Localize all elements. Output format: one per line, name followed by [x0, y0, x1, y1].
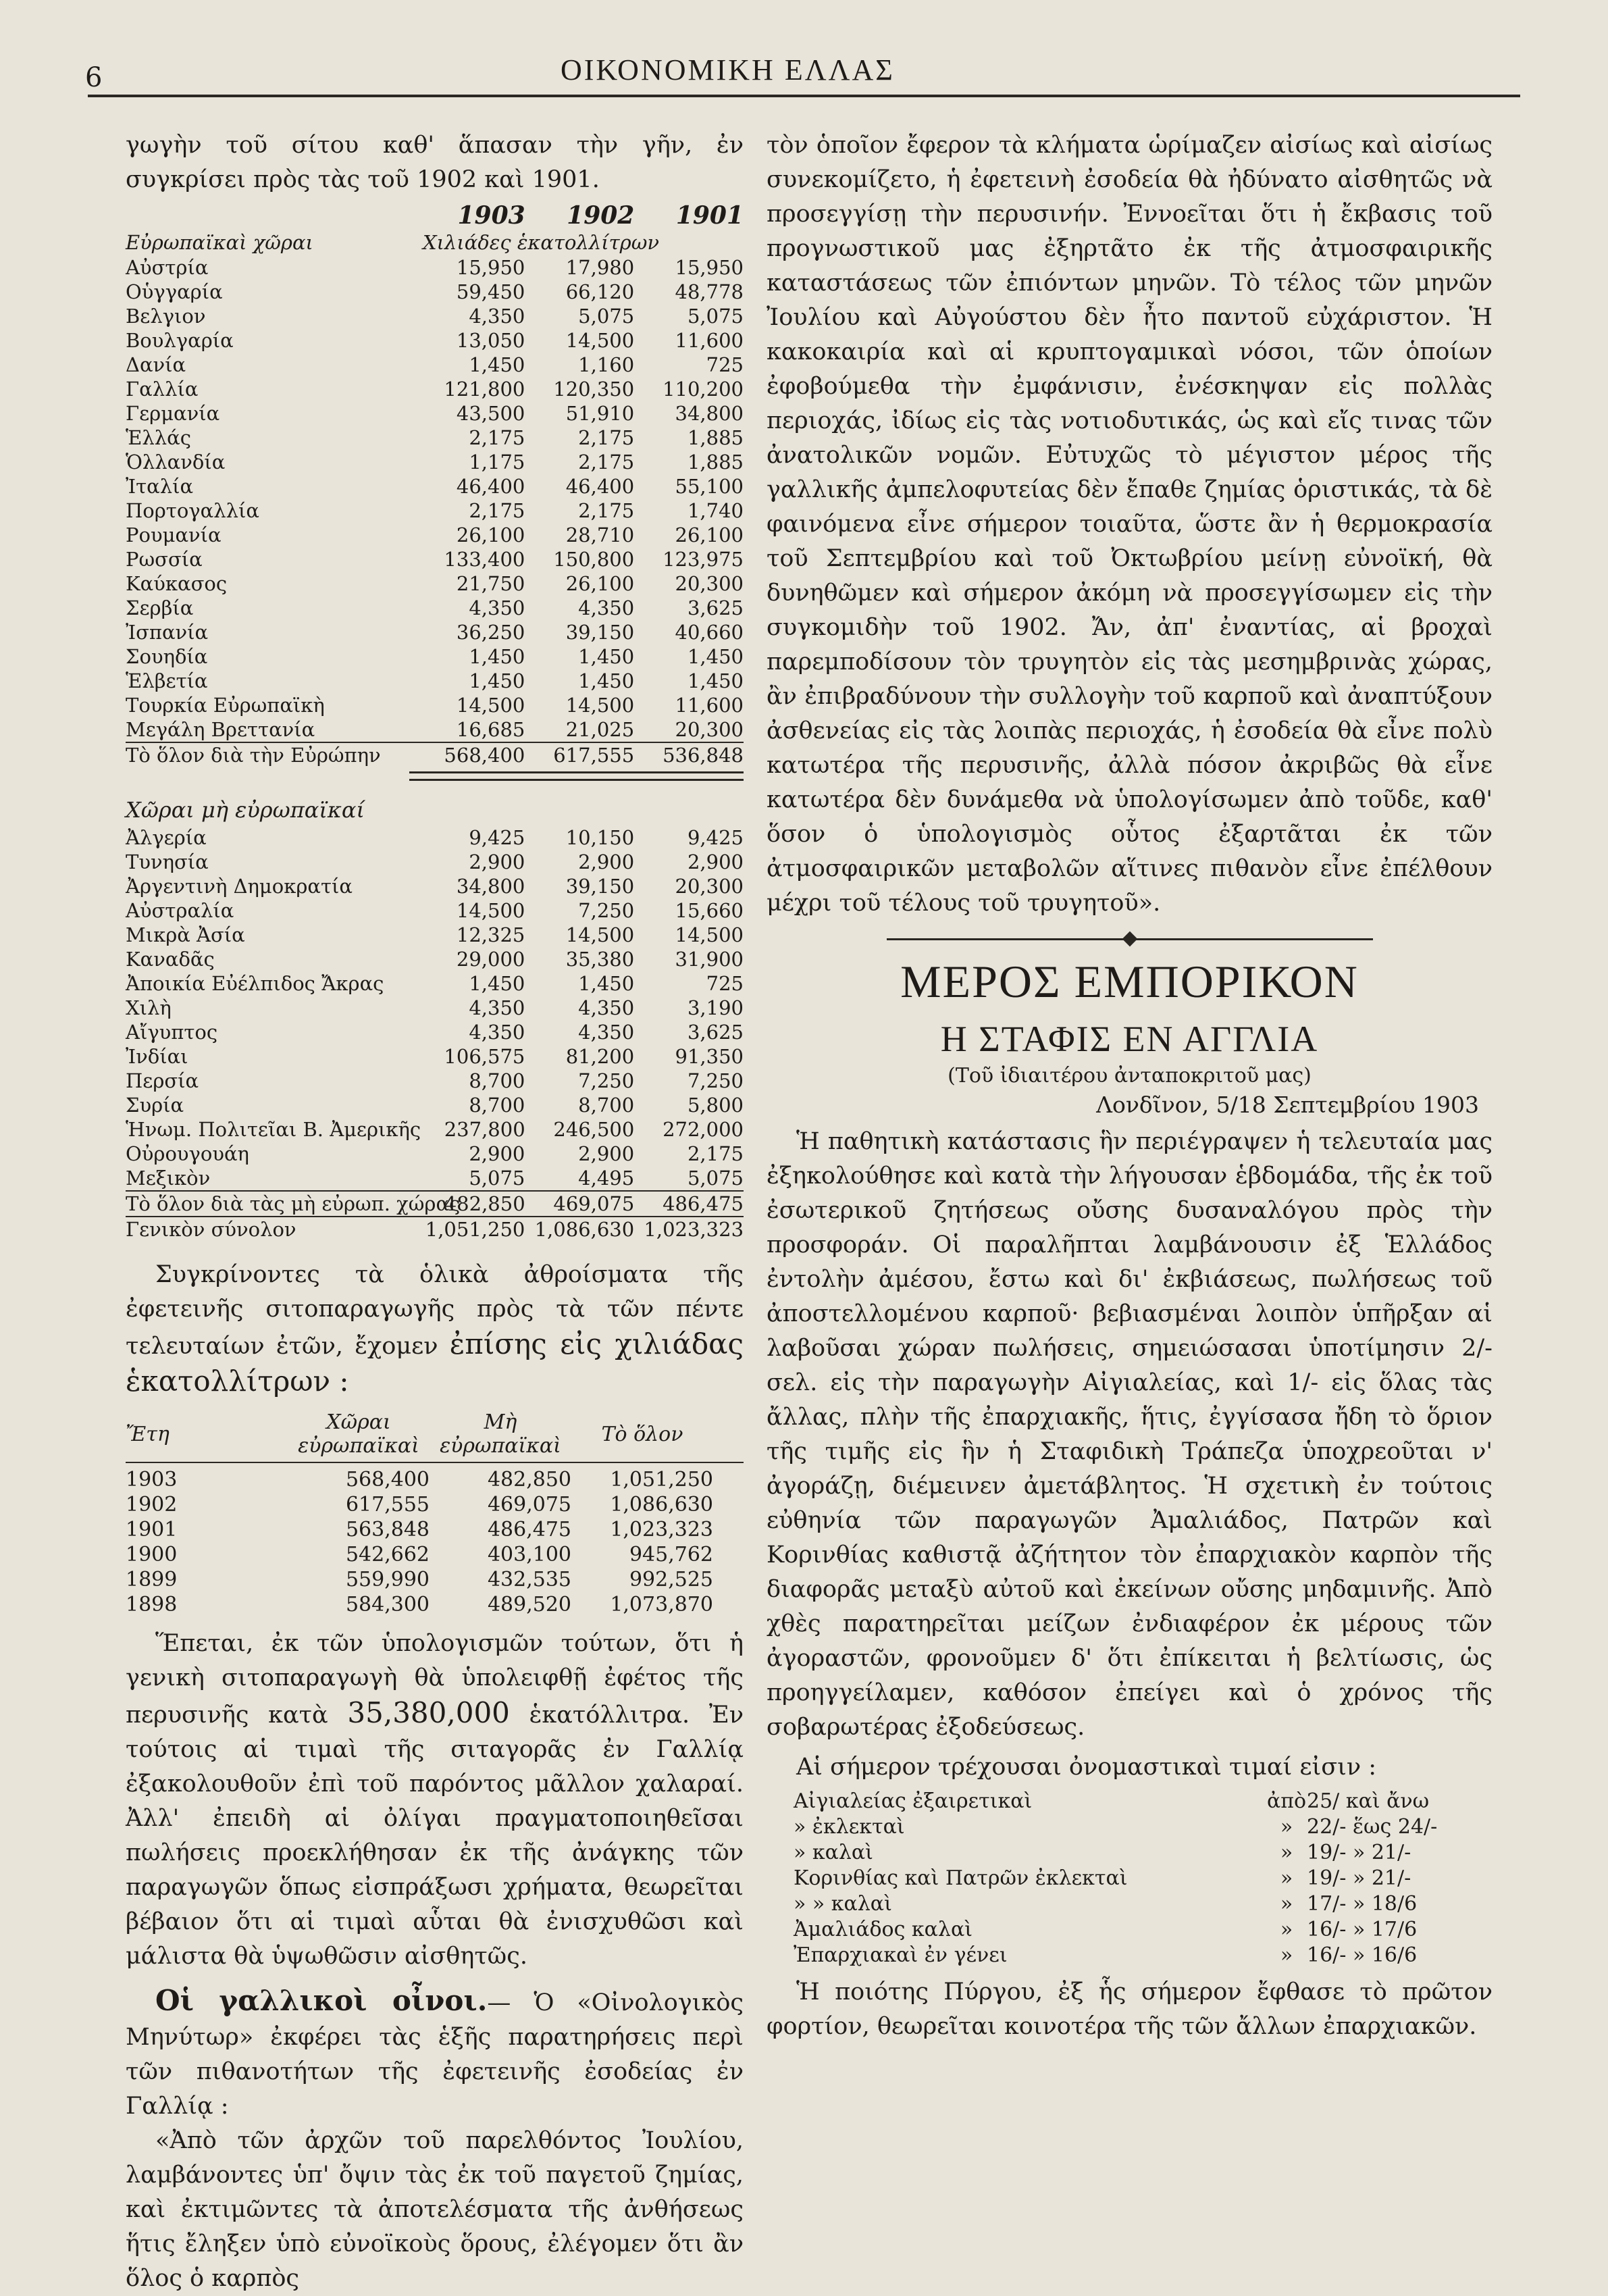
summary-cell: 945,762: [629, 1543, 713, 1566]
table-row: [126, 1044, 744, 1069]
row-label: Αἴγυπτος: [126, 1021, 218, 1044]
row-value: 1,450: [578, 972, 635, 995]
row-label: Ἀποικία Εὐέλπιδος Ἄκρας: [126, 972, 384, 995]
article-text: Ἡ παθητικὴ κατάστασις ἣν περιέγραψεν ἡ τελευταία μας ἐξηκολούθησε καὶ κατὰ τὴν λήγουσαν ἑβδομάδα, τῆς ἐκ τοῦ ἐσωτερικοῦ ζητήσεως οὔσης δυσαναλόγου πρὸς τὴν προσφοράν. Οἱ παραλῆπται λαμβάνουσιν ἐξ Ἑλλάδος ἐντολὴν ἀμέσου, ἔστω καὶ δι' ἐκβιάσεως, πωλήσεως τοῦ ἀποστελλομένου καρποῦ· βεβιασμέναι λοιπὸν ὑπῆρξαν αἱ λαβοῦσαι χώραν πωλήσεις, σημειώσασαι ὑποτίμησιν 2/- σελ. εἰς τὴν παραγωγὴν Αἰγιαλείας, καὶ 1/- εἰς ὅλας τὰς ἄλλας, πλὴν τῆς ἐπαρχιακῆς, ἥτις, ἐγγίσασα ἤδη τὸ ὅριον τῆς τιμῆς εἰς ἣν ἡ Σταφιδικὴ Τράπεζα ὑποχρεοῦται ν' ἀγοράζῃ, διέμεινεν ἀμετάβλητος. Ἡ σχετικὴ ἐν τούτοις εὐθηνία τῶν παραγωγῶν Ἀμαλιάδος, Πατρῶν καὶ Κορινθίας καθιστᾷ ἀζήτητον τὸν ἐπαρχιακὸν καρπὸν τῆς διαφορᾶς μεταξὺ αὐτοῦ καὶ ἐκείνων οὔσης μηδαμινῆς. Ἀπὸ χθὲς παρατηρεῖται μείζων ἐνδιαφέρον ἐκ μέρους τῶν ἀγοραστῶν, φρονοῦμεν δ' ὅτι ἐπίκειται ἡ βελτίωσις, ὡς προηγγείλαμεν, καθόσον ἐπείγει καὶ ὁ χρόνος τῆς σοβαρωτέρας ἐξοδεύσεως.: [767, 1128, 1493, 1741]
row-value: 43,500: [456, 402, 525, 425]
row-value: 21,025: [565, 718, 635, 741]
row-value: 5,075: [469, 1167, 525, 1190]
summary-cell: 486,475: [487, 1518, 571, 1541]
row-value: 1,086,630: [534, 1218, 635, 1241]
row-value: 2,175: [687, 1142, 744, 1165]
table-year-header: [126, 201, 744, 230]
row-value: 48,778: [675, 280, 744, 303]
price-cell: 19/- » 21/-: [1307, 1866, 1411, 1890]
price-cell: Ἀμαλιάδος καλαὶ: [794, 1918, 972, 1941]
row-value: 14,500: [565, 329, 635, 352]
list-item: [794, 1943, 1493, 1968]
summary-cell: 1901: [126, 1518, 178, 1541]
row-value: 1,885: [687, 426, 744, 449]
row-value: 14,500: [456, 899, 525, 922]
row-label: Οὐρουγουάη: [126, 1142, 249, 1165]
row-value: 2,900: [578, 850, 635, 873]
list-item: [794, 1866, 1493, 1891]
row-value: 1,450: [469, 669, 525, 692]
price-cell: »: [1280, 1815, 1293, 1839]
row-value: 20,300: [675, 718, 744, 741]
price-cell: 25/ καὶ ἄνω: [1307, 1789, 1430, 1813]
forecast-text-a: Ἕπεται, ἐκ τῶν ὑπολογισμῶν τούτων, ὅτι ἡ γενικὴ σιτοπαραγωγὴ θὰ ὑπολειφθῇ ἐφέτος τῆς περυσινῆς κατὰ: [126, 1630, 744, 1729]
row-value: 123,975: [663, 548, 744, 571]
row-label: Ἑλβετία: [126, 669, 208, 692]
price-cell: »: [1280, 1866, 1293, 1890]
table-row: [126, 971, 744, 996]
table-row: [126, 693, 744, 717]
row-value: 5,075: [578, 305, 635, 328]
row-label: Ἀργεντινὴ Δημοκρατία: [126, 875, 353, 898]
row-label: Ἰνδίαι: [126, 1045, 188, 1068]
row-value: 2,175: [578, 499, 635, 522]
row-value: 1,051,250: [425, 1218, 525, 1241]
row-label: Αὐστρία: [126, 256, 209, 279]
row-value: 1,450: [687, 645, 744, 668]
row-value: 725: [706, 353, 744, 376]
list-item: [794, 1814, 1493, 1840]
row-value: 20,300: [675, 572, 744, 595]
article-title: Η ΣΤΑΦΙΣ ΕΝ ΑΓΓΛΙΑ: [940, 1019, 1319, 1059]
table-row: [126, 1567, 744, 1592]
row-value: 1,175: [469, 451, 525, 474]
table-row: [126, 499, 744, 523]
table-row: [126, 280, 744, 304]
row-value: 5,075: [687, 305, 744, 328]
row-value: 15,950: [675, 256, 744, 279]
section-title: ΜΕΡΟΣ ΕΜΠΟΡΙΚΟΝ: [900, 956, 1359, 1007]
table-row: [126, 426, 744, 450]
summary-cell: 542,662: [345, 1543, 430, 1566]
row-value: 26,100: [456, 524, 525, 546]
row-value: 34,800: [456, 875, 525, 898]
byline: (Τοῦ ἰδιαιτέρου ἀνταποκριτοῦ μας): [948, 1064, 1312, 1088]
row-value: 4,350: [469, 996, 525, 1019]
row-label: Ἀλγερία: [126, 826, 207, 849]
row-label: Περσία: [126, 1069, 199, 1092]
section-europe: Εὐρωπαϊκαὶ χῶραι: [126, 231, 313, 254]
row-value: 486,475: [663, 1192, 744, 1215]
row-value: 39,150: [565, 621, 635, 644]
summary-cell: 1,086,630: [610, 1493, 713, 1516]
price-cell: Κορινθίας καὶ Πατρῶν ἐκλεκταὶ: [794, 1866, 1128, 1890]
row-label: Γερμανία: [126, 402, 220, 425]
table-row: [126, 1069, 744, 1093]
row-value: 5,800: [687, 1094, 744, 1117]
summary-cell: 1899: [126, 1568, 178, 1591]
table-row: [126, 1093, 744, 1117]
table-row: [126, 996, 744, 1020]
row-label: Ἡνωμ. Πολιτεῖαι Β. Ἀμερικῆς: [126, 1118, 421, 1141]
prices-intro: Αἱ σήμερον τρέχουσαι ὀνομαστικαὶ τιμαί εἰσιν :: [796, 1754, 1377, 1781]
row-value: 4,350: [578, 596, 635, 619]
list-item: [794, 1840, 1493, 1866]
table-row: [126, 620, 744, 644]
table-row: [126, 669, 744, 693]
row-value: 4,350: [578, 996, 635, 1019]
table-row: [126, 255, 744, 280]
summary-cell: 1903: [126, 1468, 178, 1491]
row-value: 14,500: [565, 923, 635, 946]
wines-text: — Ὁ «Οἰνολογικὸς Μηνύτωρ» ἐκφέρει τὰς ἑξῆς παρατηρήσεις περὶ τῶν πιθανοτήτων τῆς ἐφετεινῆς ἐσοδείας ἐν Γαλλίᾳ :: [126, 1989, 744, 2120]
summary-cell: 469,075: [487, 1493, 571, 1516]
row-value: 10,150: [565, 826, 635, 849]
price-cell: »: [1280, 1892, 1293, 1916]
row-value: 55,100: [675, 475, 744, 498]
row-label: Ὁλλανδία: [126, 451, 226, 474]
dateline: Λονδῖνον, 5/18 Σεπτεμβρίου 1903: [1096, 1092, 1479, 1118]
double-rule: [409, 771, 744, 781]
row-value: 2,175: [469, 426, 525, 449]
row-value: 17,980: [565, 256, 635, 279]
summary-cell: 432,535: [487, 1568, 571, 1591]
row-value: 482,850: [444, 1192, 525, 1215]
row-value: 8,700: [469, 1094, 525, 1117]
summary-cell: 482,850: [487, 1468, 571, 1491]
row-value: 1,450: [578, 645, 635, 668]
row-value: 536,848: [663, 744, 744, 767]
row-value: 20,300: [675, 875, 744, 898]
compare-text: Συγκρίνοντες τὰ ὁλικὰ ἀθροίσματα τῆς ἐφετεινῆς σιτοπαραγωγῆς πρὸς τὰ τῶν πέντε τελευταίων ἐτῶν, ἔχομεν: [126, 1261, 744, 1360]
row-label: Καύκασος: [126, 572, 228, 595]
row-label: Σερβία: [126, 596, 194, 619]
row-value: 14,500: [456, 694, 525, 717]
row-value: 40,660: [675, 621, 744, 644]
row-label: Μεξικὸν: [126, 1167, 211, 1190]
row-value: 1,160: [578, 353, 635, 376]
row-value: 9,425: [469, 826, 525, 849]
row-label: Ἰσπανία: [126, 621, 209, 644]
price-cell: 16/- » 17/6: [1307, 1918, 1418, 1941]
row-value: 13,050: [456, 329, 525, 352]
table-row: [126, 450, 744, 474]
forecast-text-b: ἑκατόλλιτρα. Ἐν τούτοις αἱ τιμαὶ τῆς σιταγορᾶς ἐν Γαλλίᾳ ἐξακολουθοῦν ἐπὶ τοῦ παρόντος μᾶλλον χαλαραί. Ἀλλ' ἐπειδὴ αἱ ὀλίγαι πραγματοποιηθεῖσαι πωλήσεις προεκλήθησαν ἐκ τῆς ἀνάγκης τῶν παραγωγῶν ὅπως εἰσπράξωσι χρήματα, θεωρεῖται βέβαιον ὅτι αἱ τιμαὶ αὗται θὰ ἐνισχυθῶσι καὶ μάλιστα θὰ ὑψωθῶσιν αἰσθητῶς.: [126, 1702, 744, 1970]
row-value: 1,450: [469, 972, 525, 995]
row-value: 14,500: [675, 923, 744, 946]
row-label: Σουηδία: [126, 645, 208, 668]
table-row: [126, 825, 744, 850]
wines-heading: Οἱ γαλλικοὶ οἶνοι.: [155, 1984, 488, 2017]
row-value: 26,100: [565, 572, 635, 595]
table-row: [126, 474, 744, 499]
table-subheader: [126, 230, 744, 255]
row-value: 11,600: [675, 694, 744, 717]
row-value: 26,100: [675, 524, 744, 546]
row-value: 106,575: [444, 1045, 525, 1068]
price-cell: 16/- » 16/6: [1307, 1943, 1418, 1967]
row-value: 2,175: [578, 426, 635, 449]
table-row: [126, 923, 744, 947]
row-value: 133,400: [444, 548, 525, 571]
left-column: [126, 128, 744, 2296]
row-value: 35,380: [565, 948, 635, 971]
row-label: Ἰταλία: [126, 475, 194, 498]
table-row: [126, 1166, 744, 1190]
row-value: 12,325: [456, 923, 525, 946]
row-value: 7,250: [578, 899, 635, 922]
unit-label: Χιλιάδες ἑκατολλίτρων: [423, 231, 659, 254]
row-value: 3,190: [687, 996, 744, 1019]
table-row: [126, 947, 744, 971]
paragraph-wines: [126, 1983, 744, 2124]
row-value: 4,350: [469, 1021, 525, 1044]
list-item: [794, 1789, 1493, 1814]
paragraph-wines-quote: «Ἀπὸ τῶν ἀρχῶν τοῦ παρελθόντος Ἰουλίου, λαμβάνοντες ὑπ' ὄψιν τὰς ἐκ τοῦ παγετοῦ ζημίας, καὶ ἐκτιμῶντες τὰ ἀποτελέσματα τῆς ἀνθήσεως ἥτις ἔληξεν ὑπὸ εὐνοϊκοὺς ὅρους, ἐλέγομεν ὅτι ἂν ὅλος ὁ καρπὸς: [126, 2127, 744, 2292]
table-row: [126, 304, 744, 328]
table-row: [126, 377, 744, 401]
noneurope-total-row: [126, 1190, 744, 1216]
summary-cell: 1,073,870: [610, 1593, 713, 1616]
year-1903: 1903: [457, 201, 525, 230]
price-cell: » καλαὶ: [794, 1841, 873, 1864]
row-value: 2,900: [469, 850, 525, 873]
row-label: Τουρκία Εὐρωπαϊκὴ: [126, 694, 325, 717]
year-1902: 1902: [567, 201, 635, 230]
table-row: [126, 596, 744, 620]
row-value: 3,625: [687, 596, 744, 619]
row-value: 46,400: [456, 475, 525, 498]
row-value: 1,450: [469, 353, 525, 376]
row-label: Τὸ ὅλον διὰ τὰς μὴ εὐρωπ. χώρας: [126, 1192, 461, 1215]
row-value: 28,710: [565, 524, 635, 546]
row-value: 1,450: [469, 645, 525, 668]
price-cell: »: [1280, 1918, 1293, 1941]
ornament-rule: [887, 938, 1373, 940]
table-row: [126, 1542, 744, 1567]
page-title: ΟΙΚΟΝΟΜΙΚΗ ΕΛΛΑΣ: [561, 53, 895, 86]
summary-header: [126, 1410, 744, 1463]
row-value: 2,900: [687, 850, 744, 873]
row-label: Καναδᾶς: [126, 948, 215, 971]
summary-cell: 403,100: [487, 1543, 571, 1566]
row-value: 34,800: [675, 402, 744, 425]
price-cell: Ἐπαρχιακαὶ ἐν γένει: [794, 1943, 1008, 1967]
row-value: 1,023,323: [644, 1218, 744, 1241]
row-value: 2,900: [578, 1142, 635, 1165]
prices-list: [794, 1789, 1493, 1968]
table-row: [126, 1517, 744, 1542]
row-label: Χιλὴ: [126, 996, 172, 1019]
row-value: 725: [706, 972, 744, 995]
summary-cell: 617,555: [345, 1493, 430, 1516]
summary-cell: 1902: [126, 1493, 178, 1516]
row-value: 21,750: [456, 572, 525, 595]
page-number: 6: [85, 62, 103, 93]
table-row: [126, 571, 744, 596]
row-label: Δανία: [126, 353, 186, 376]
row-value: 1,885: [687, 451, 744, 474]
summary-cell: 489,520: [487, 1593, 571, 1616]
summary-cell: 584,300: [345, 1593, 430, 1616]
right-column: [767, 128, 1493, 2044]
row-value: 150,800: [553, 548, 635, 571]
summary-cell: 1,023,323: [610, 1518, 713, 1541]
row-value: 272,000: [663, 1118, 744, 1141]
grand-total-row: [126, 1216, 744, 1242]
price-cell: » ἐκλεκταὶ: [794, 1815, 905, 1839]
europe-total-row: [126, 742, 744, 767]
table-row: [126, 1492, 744, 1517]
row-value: 2,175: [578, 451, 635, 474]
summary-col-years: Ἔτη: [126, 1422, 170, 1446]
row-label: Βουλγαρία: [126, 329, 234, 352]
row-value: 5,075: [687, 1167, 744, 1190]
row-value: 246,500: [553, 1118, 635, 1141]
table-row: [126, 328, 744, 353]
row-label: Τυνησία: [126, 850, 209, 873]
row-value: 66,120: [565, 280, 635, 303]
summary-cell: 1900: [126, 1543, 178, 1566]
table-row: [126, 1467, 744, 1492]
row-value: 237,800: [444, 1118, 525, 1141]
table-row: [126, 523, 744, 547]
table-row: [126, 353, 744, 377]
table-row: [126, 717, 744, 742]
row-value: 9,425: [687, 826, 744, 849]
row-value: 2,175: [469, 499, 525, 522]
row-value: 8,700: [469, 1069, 525, 1092]
table-row: [126, 898, 744, 923]
row-label: Γαλλία: [126, 378, 199, 401]
summary-col-europe: Χῶραι εὐρωπαϊκαὶ: [298, 1410, 419, 1458]
table-row: [126, 1592, 744, 1617]
row-value: 14,500: [565, 694, 635, 717]
row-label: Πορτογαλλία: [126, 499, 259, 522]
noneurope-table: [126, 825, 744, 1190]
price-cell: Αἰγιαλείας ἐξαιρετικαὶ: [794, 1789, 1033, 1813]
row-label: Τὸ ὅλον διὰ τὴν Εὐρώπην: [126, 744, 381, 767]
header-rule: [88, 95, 1520, 97]
row-value: 617,555: [553, 744, 635, 767]
row-value: 1,740: [687, 499, 744, 522]
row-value: 4,350: [469, 596, 525, 619]
europe-table: [126, 255, 744, 742]
row-value: 8,700: [578, 1094, 635, 1117]
section-noneurope: Χῶραι μὴ εὐρωπαϊκαί: [126, 797, 365, 823]
list-item: [794, 1891, 1493, 1917]
row-value: 110,200: [663, 378, 744, 401]
row-value: 11,600: [675, 329, 744, 352]
table-row: [126, 401, 744, 426]
row-value: 31,900: [675, 948, 744, 971]
row-value: 2,900: [469, 1142, 525, 1165]
table-row: [126, 1142, 744, 1166]
row-value: 59,450: [456, 280, 525, 303]
price-cell: » » καλαὶ: [794, 1892, 892, 1916]
row-value: 3,625: [687, 1021, 744, 1044]
row-label: Οὑγγαρία: [126, 280, 223, 303]
continued-text: τὸν ὁποῖον ἔφερον τὰ κλήματα ὡρίμαζεν αἰσίως καὶ αἰσίως συνεκομίζετο, ἡ ἐφετεινὴ ἐσοδεία θὰ ἠδύνατο αἰσθητῶς νὰ προσεγγίσῃ τὴν περυσινήν. Ἐννοεῖται ὅτι ἡ ἔκβασις τοῦ προγνωστικοῦ μας ἐξηρτᾶτο ἐκ τῆς ἀτμοσφαιρικῆς καταστάσεως τῶν ἐπιόντων μηνῶν. Τὸ τέλος τῶν μηνῶν Ἰουλίου καὶ Αὐγούστου δὲν ἦτο παντοῦ εὐχάριστον. Ἡ κακοκαιρία καὶ αἱ κρυπτογαμικαὶ νόσοι, τῶν ὁποίων ἐφοβούμεθα τὴν ἐμφάνισιν, ἐνέσκηψαν εἰς πολλὰς περιοχάς, ἰδίως εἰς τὰς νοτιοδυτικάς, ὡς καὶ εἴς τινας τῶν ἀνατολικῶν νομῶν. Εὐτυχῶς τὸ μέγιστον μέρος τῆς γαλλικῆς ἀμπελοφυτείας δὲν ἔπαθε ζημίας ὁριστικάς, τὰ δὲ φαινόμενα εἶνε σήμερον τοιαῦτα, ὥστε ἂν ἡ θερμοκρασία τοῦ Σεπτεμβρίου καὶ τοῦ Ὀκτωβρίου μείνῃ εὐνοϊκή, θὰ δυνηθῶμεν καὶ σήμερον ἀκόμη νὰ προσεγγίσωμεν εἰς τὴν συγκομιδὴν τοῦ 1902. Ἄν, ἀπ' ἐναντίας, αἱ βροχαὶ παρεμποδίσουν τὸν τρυγητὸν εἰς τὰς μεσημβρινὰς χώρας, ἂν ἐπιβραδύνουν τὴν συλλογὴν τοῦ καρποῦ καὶ ἀναπτύξουν ἀσθενείας εἰς τὰς λοιπὰς περιοχάς, ἡ ἐσοδεία θὰ εἶνε πολὺ κατωτέρα τῆς περυσινῆς, ἀλλὰ πόσον ἀκριβῶς θὰ εἶνε κατωτέρα δὲν δυνάμεθα νὰ ὑπολογίσωμεν ἀπὸ τοῦδε, καθ' ὅσον ὁ ὑπολογισμὸς οὗτος ἐξαρτᾶται ἐκ τῶν ἀτμοσφαιρικῶν μεταβολῶν αἵτινες πιθανὸν εἶνε ἐπέλθουν μέχρι τοῦ τέλους τοῦ τρυγητοῦ».: [767, 132, 1493, 917]
row-label: Γενικὸν σύνολον: [126, 1218, 296, 1241]
forecast-figure: 35,380,000: [347, 1696, 510, 1729]
summary-cell: 563,848: [345, 1518, 430, 1541]
intro-text: γωγὴν τοῦ σίτου καθ' ἅπασαν τὴν γῆν, ἐν συγκρίσει πρὸς τὰς τοῦ 1902 καὶ 1901.: [126, 132, 744, 193]
row-value: 36,250: [456, 621, 525, 644]
price-cell: 19/- » 21/-: [1307, 1841, 1411, 1864]
row-value: 29,000: [456, 948, 525, 971]
compare-emphasis: ἐπίσης εἰς χιλιάδας ἑκατολλίτρων :: [126, 1327, 744, 1398]
summary-col-total: Τὸ ὅλον: [601, 1422, 683, 1446]
row-label: Μικρὰ Ἀσία: [126, 923, 245, 946]
table-row: [126, 547, 744, 571]
price-cell: »: [1280, 1943, 1293, 1967]
row-value: 91,350: [675, 1045, 744, 1068]
table-row: [126, 1020, 744, 1044]
price-cell: 17/- » 18/6: [1307, 1892, 1418, 1916]
row-value: 39,150: [565, 875, 635, 898]
summary-cell: 1,051,250: [610, 1468, 713, 1491]
row-value: 4,350: [578, 1021, 635, 1044]
row-label: Συρία: [126, 1094, 184, 1117]
row-value: 7,250: [578, 1069, 635, 1092]
price-cell: »: [1280, 1841, 1293, 1864]
summary-cell: 559,990: [345, 1568, 430, 1591]
row-value: 7,250: [687, 1069, 744, 1092]
row-value: 15,950: [456, 256, 525, 279]
row-label: Ρωσσία: [126, 548, 203, 571]
summary-cell: 1898: [126, 1593, 178, 1616]
paragraph-forecast: [126, 1627, 744, 1974]
summary-cell: 568,400: [345, 1468, 430, 1491]
row-value: 16,685: [456, 718, 525, 741]
summary-cell: 992,525: [629, 1568, 713, 1591]
price-cell: 22/- ἕως 24/-: [1307, 1815, 1438, 1839]
row-value: 1,450: [578, 669, 635, 692]
summary-rows: [126, 1467, 744, 1617]
price-cell: ἀπὸ: [1266, 1789, 1307, 1813]
row-label: Μεγάλη Βρεττανία: [126, 718, 315, 741]
table-row: [126, 874, 744, 898]
row-value: 4,495: [578, 1167, 635, 1190]
compare-paragraph: [126, 1258, 744, 1401]
row-value: 121,800: [444, 378, 525, 401]
row-value: 51,910: [565, 402, 635, 425]
row-value: 15,660: [675, 899, 744, 922]
list-item: [794, 1917, 1493, 1943]
year-1901: 1901: [675, 201, 744, 230]
row-value: 1,450: [687, 669, 744, 692]
row-value: 81,200: [565, 1045, 635, 1068]
row-label: Ρουμανία: [126, 524, 222, 546]
summary-col-noneurope: Μὴ εὐρωπαϊκαὶ: [440, 1410, 561, 1458]
row-label: Βελγιον: [126, 305, 206, 328]
row-label: Αὐστραλία: [126, 899, 234, 922]
closing-text: Ἡ ποιότης Πύργου, ἐξ ἧς σήμερον ἔφθασε τὸ πρῶτον φορτίον, θεωρεῖται κοινοτέρα τῆς τῶν ἄλλων ἐπαρχιακῶν.: [767, 1979, 1493, 2040]
row-value: 568,400: [444, 744, 525, 767]
summary-table: [126, 1410, 744, 1617]
row-label: Ἑλλάς: [126, 426, 191, 449]
row-value: 469,075: [553, 1192, 635, 1215]
row-value: 46,400: [565, 475, 635, 498]
row-value: 120,350: [553, 378, 635, 401]
row-value: 4,350: [469, 305, 525, 328]
table-row: [126, 850, 744, 874]
table-row: [126, 644, 744, 669]
table-row: [126, 1117, 744, 1142]
